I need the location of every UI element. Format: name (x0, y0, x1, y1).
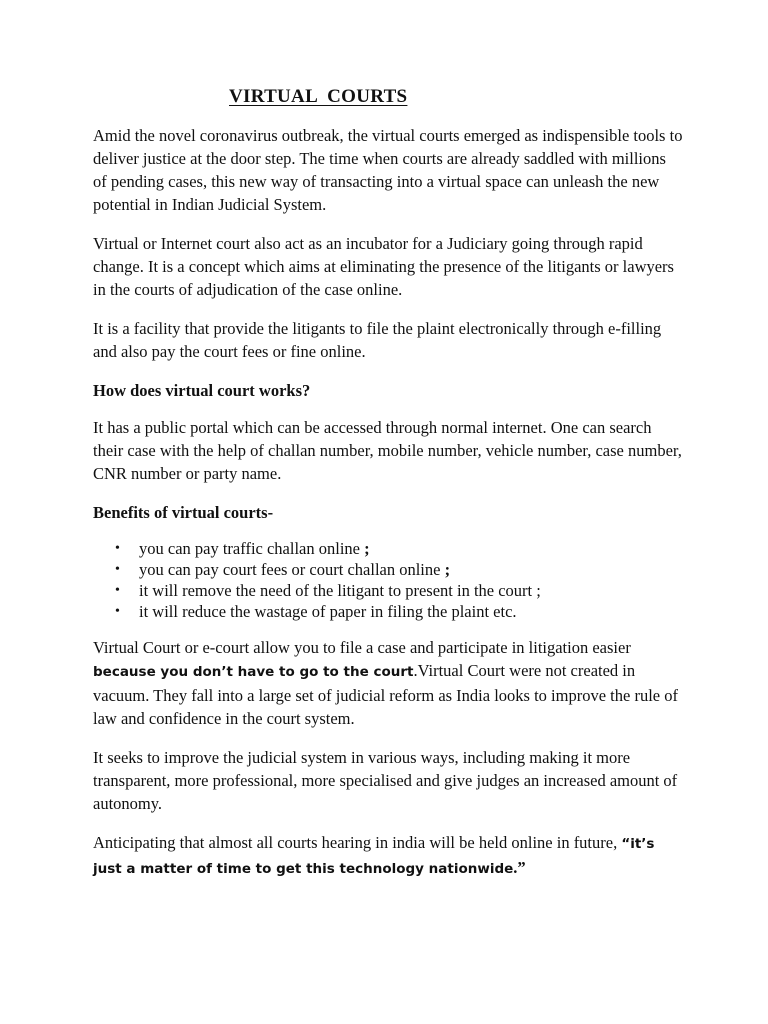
document-page (93, 86, 683, 897)
portal-paragraph: It has a public portal which can be accessed through normal internet. One can search their case with the help of challan number, mobile number, vehicle number, case number, CNR number or party name. (93, 418, 682, 483)
closing-quote-end: .” (513, 858, 526, 877)
list-item (93, 580, 683, 601)
intro-paragraph: Amid the novel coronavirus outbreak, the virtual courts emerged as indispensible tools to deliver justice at the door step. The time when courts are already saddled with millions of pending cases, this new way of transacting into a virtual space can unleash the new potential in Indian Judicial System. (93, 126, 683, 214)
facility-paragraph: It is a facility that provide the litigants to file the plaint electronically through e-filling and also pay the court fees or fine online. (93, 319, 662, 361)
list-item-text: it will reduce the wastage of paper in filing the plaint etc. (139, 602, 517, 621)
benefits-list (93, 538, 683, 622)
list-item (93, 601, 683, 622)
closing-quote: “it’s just a matter of time to get this technology nationwide (93, 836, 655, 877)
benefits-heading: Benefits of virtual courts- (93, 503, 274, 522)
bullet-icon: • (115, 604, 120, 619)
bullet-icon: • (115, 562, 120, 577)
list-item-end: ; (444, 560, 451, 579)
list-item-end: ; (364, 539, 370, 558)
ecourt-paragraph (93, 636, 683, 730)
list-item-text: you can pay court fees or court challan online (139, 560, 445, 579)
list-item (93, 538, 683, 559)
improvement-paragraph: It seeks to improve the judicial system in various ways, including making it more transparent, more professional, more specialised and give judges an increased amount of autonomy. (93, 748, 678, 813)
list-item (93, 559, 683, 580)
page-title: VIRTUAL COURTS (229, 86, 408, 107)
ecourt-text-end: .Virtual Court were not created in vacuum. They fall into a large set of judicial reform as India looks to improve the rule of law and confidence in the court system. (93, 661, 678, 728)
ecourt-text-start: Virtual Court or e-court allow you to file a case and participate in litigation easier (93, 638, 631, 657)
closing-text: Anticipating that almost all courts hearing in india will be held online in future, (93, 833, 622, 852)
how-it-works-heading: How does virtual court works? (93, 381, 311, 400)
bullet-icon: • (115, 541, 120, 556)
list-item-text: you can pay traffic challan online (139, 539, 365, 558)
definition-paragraph: Virtual or Internet court also act as an incubator for a Judiciary going through rapid change. It is a concept which aims at eliminating the presence of the litigants or lawyers in the courts of adjudication of the case online. (93, 234, 674, 299)
bullet-icon: • (115, 583, 120, 598)
list-item-text: it will remove the need of the litigant to present in the court ; (139, 581, 541, 600)
ecourt-bold-phrase: because you don’t have to go to the court (93, 664, 414, 680)
closing-paragraph (93, 831, 683, 881)
